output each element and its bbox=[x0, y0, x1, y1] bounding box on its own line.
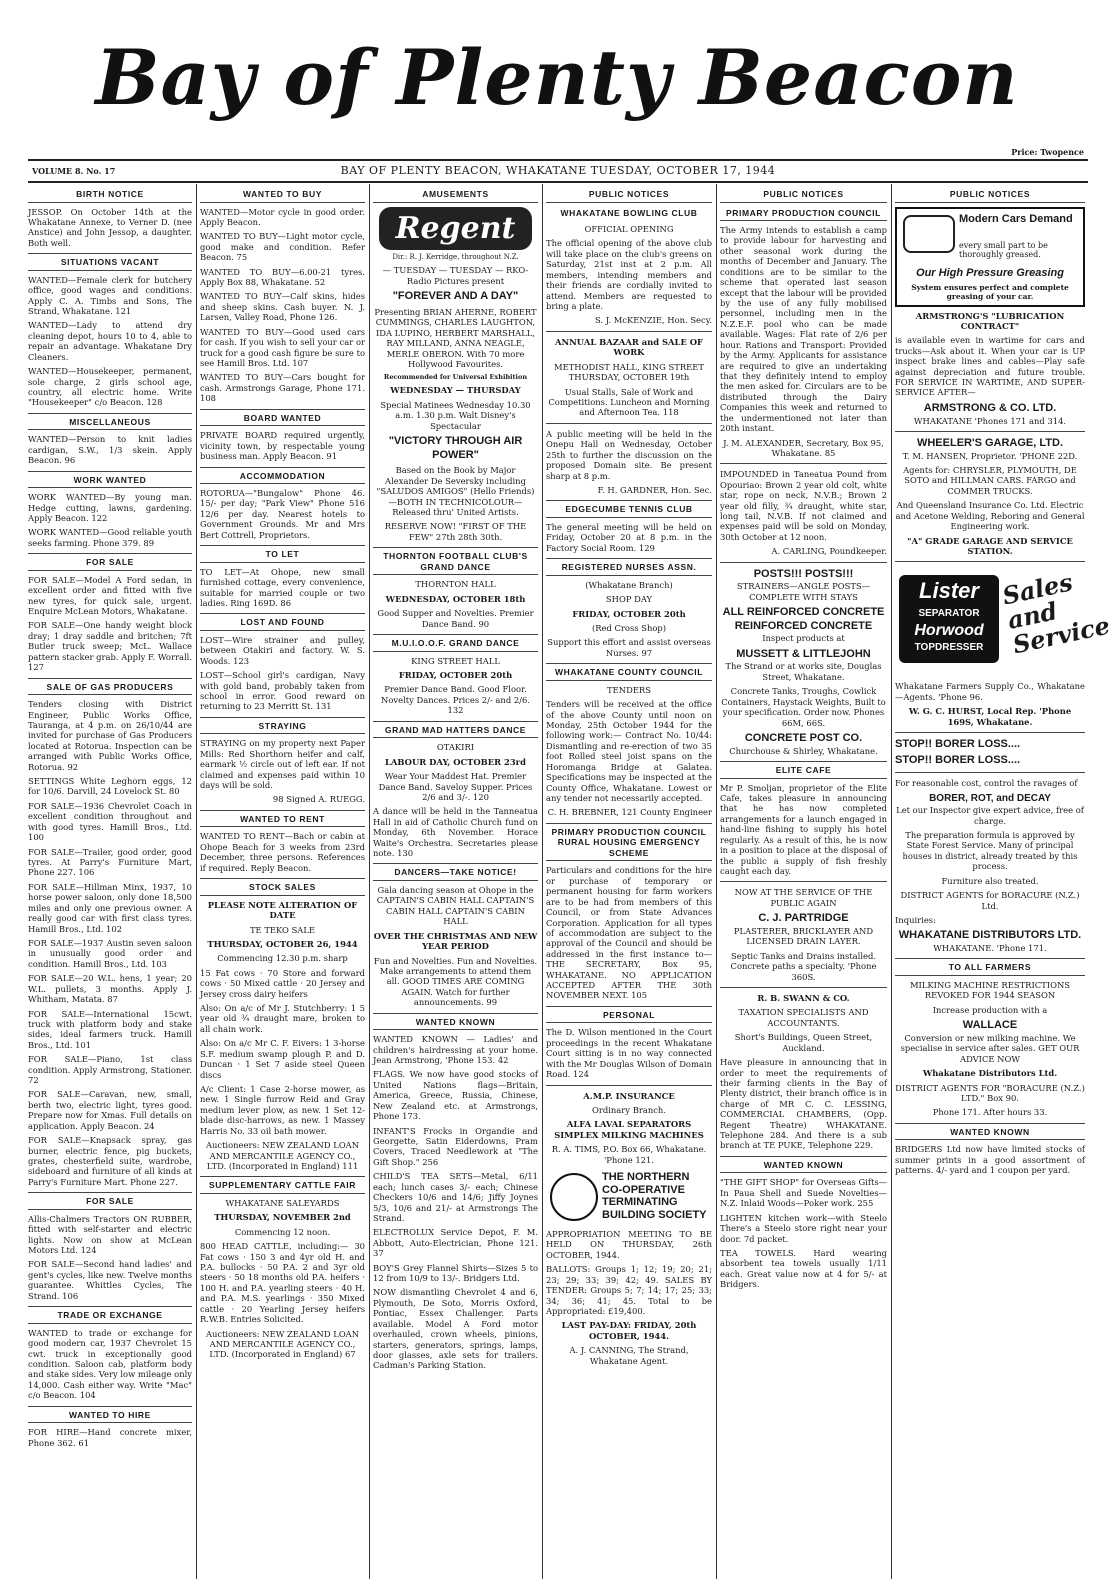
notice-body: Tenders will be received at the office of the above County until noon on Monday, 25th October 1944 for the following work:— Contract No. 10/44: Dismantling and re-erection of two 35 foot Rolled steel joist spans on the Horomanga Bridge at Galatea. Specifications may be inspected at the County Office, Whakatane. Lowest or any tender not necessarily accepted. bbox=[546, 699, 712, 803]
regent-logo: Regent bbox=[379, 207, 532, 250]
stock-sale-date: THURSDAY, OCTOBER 26, 1944 bbox=[207, 938, 358, 949]
armstrong-company: ARMSTRONG & CO. LTD. bbox=[923, 401, 1057, 414]
lister-ad bbox=[895, 567, 1113, 677]
classified-ad: FOR SALE—International 15cwt. truck with platform body and stake sides, ideal farmers truck. Hamill Bros., Ltd. 101 bbox=[28, 1008, 192, 1050]
notice-body: Agents for: CHRYSLER, PLYMOUTH, DE SOTO and HILLMAN CARS. FARGO and COMMER TRUCKS. bbox=[903, 465, 1077, 496]
classified-ad: WANTED to trade or exchange for good modern car, 1937 Chevrolet 15 cwt. truck in exceptionally good condition. Saloon cab, platform body and stake sides. Very low mileage only 14,000. Cash either way. Write "Mac" c/o Beacon. 104 bbox=[28, 1327, 192, 1401]
primary-production-heading: PRIMARY PRODUCTION COUNCIL bbox=[720, 208, 887, 222]
column-2 bbox=[200, 184, 365, 1579]
greasing-text: System ensures perfect and complete greasing of your car. bbox=[911, 282, 1069, 301]
contact: WHAKATANE. 'Phone 171. bbox=[933, 942, 1047, 953]
classified-ad: INFANT'S Frocks in Organdie and Georgette, Satin Eiderdowns, Pram Covers, Traced Needlework at "The Gift Shop." 256 bbox=[373, 1125, 538, 1167]
classified-ad: FOR SALE—Model A Ford sedan, in excellent order and fitted with five new tyres, for quick sale, urgent. Enquire McLean Motors, Whakatane. bbox=[28, 574, 192, 617]
posts-company: MUSSETT & LITTLEJOHN bbox=[736, 647, 871, 660]
dance-details: Premier Dance Band. Good Floor. Novelty Dances. Prices 2/- and 2/6. 132 bbox=[381, 684, 530, 716]
distributor-name: Whakatane Distributors Ltd. bbox=[922, 1068, 1058, 1079]
classified-ad: PRIVATE BOARD required urgently, vicinity town, by respectable young business man. Apply Beacon. 91 bbox=[200, 430, 365, 462]
trade-exchange-heading: TRADE OR EXCHANGE bbox=[28, 1306, 192, 1324]
divider bbox=[720, 881, 887, 882]
classified-ad: FOR SALE—20 W.L. hens, 1 year; 20 W.L. pullets, 3 months. Apply J. Whitham, Matata. 87 bbox=[28, 973, 192, 1005]
posts-text: Inspect products at bbox=[762, 633, 845, 644]
personal-heading: PERSONAL bbox=[546, 1006, 712, 1024]
wanted-known-heading: WANTED KNOWN bbox=[373, 1013, 538, 1031]
contact: WHAKATANE 'Phones 171 and 314. bbox=[913, 415, 1067, 426]
lost-found-heading: LOST AND FOUND bbox=[200, 613, 365, 631]
lister-brand: Lister bbox=[919, 578, 979, 604]
amusement-text: RESERVE NOW! "FIRST OF THE FEW" 27th 28th 30th. bbox=[384, 521, 527, 542]
classified-ad: FOR SALE—Knapsack spray, gas burner, electric fence, pig buckets, grates, chesterfield suite, wardrobe, sideboard and furniture of all kinds at Parry's Furniture Mart. Phone 227. bbox=[28, 1135, 192, 1187]
garage-grade: "A" GRADE GARAGE AND SERVICE STATION. bbox=[907, 535, 1073, 556]
notice-body: For reasonable cost, control the ravages of bbox=[895, 778, 1078, 789]
dancers-notice-heading: DANCERS—TAKE NOTICE! bbox=[373, 863, 538, 881]
posts-headline: POSTS!!! POSTS!!! bbox=[753, 567, 854, 580]
for-sale-heading: FOR SALE bbox=[28, 1192, 192, 1210]
dance-notice: A dance will be held in the Tanneatua Hall in aid of Catholic Church fund on Monday, 6th November. Horace Waite's Orchestra. Secretaries please note. 130 bbox=[373, 806, 538, 859]
classified-ad: WANTED—Motor cycle in good order. Apply Beacon. bbox=[200, 206, 365, 227]
thornton-dance-heading: THORNTON FOOTBALL CLUB'S GRAND DANCE bbox=[373, 547, 538, 575]
column-3 bbox=[373, 184, 538, 1579]
accommodation-heading: ACCOMMODATION bbox=[200, 467, 365, 485]
rural-housing-heading: PRIMARY PRODUCTION COUNCIL RURAL HOUSING EMERGENCY SCHEME bbox=[546, 823, 712, 862]
divider bbox=[720, 987, 887, 988]
lister-badge bbox=[899, 575, 999, 663]
notice-date: LAST PAY-DAY: FRIDAY, 20th OCTOBER, 1944. bbox=[561, 1320, 697, 1341]
dance-venue: OTAKIRI bbox=[436, 742, 475, 753]
notice-body: APPROPRIATION MEETING TO BE HELD ON THURSDAY, 26th OCTOBER, 1944. bbox=[546, 1229, 712, 1260]
notice-body: Septic Tanks and Drains installed. Concrete paths a specialty. 'Phone 360S. bbox=[730, 950, 877, 982]
stock-list: Also: On a/c Mr C. F. Eivers: 1 3-horse S.F. medium swamp plough P. and D. Duncan · 1 Set 7 aside steel Queen discs bbox=[200, 1038, 365, 1080]
public-notices-heading: PUBLIC NOTICES bbox=[895, 189, 1085, 203]
notice-subtitle: TAXATION SPECIALISTS AND ACCOUNTANTS. bbox=[738, 1007, 869, 1028]
divider bbox=[546, 423, 712, 424]
classified-ad: WANTED—Housekeeper, permanent, sole charge, 2 girls school age, country, all electric home. Write "Housekeeper" c/o Beacon. 128 bbox=[28, 366, 192, 408]
wanted-to-hire-heading: WANTED TO HIRE bbox=[28, 1406, 192, 1424]
divider bbox=[895, 772, 1085, 773]
volume-number: VOLUME 8. No. 17 bbox=[32, 166, 116, 176]
wanted-to-buy-heading: WANTED TO BUY bbox=[200, 189, 365, 203]
divider bbox=[895, 431, 1085, 432]
masthead-title: Bay of Plenty Beacon bbox=[95, 33, 1019, 122]
stock-list: Also: On a/c of Mr J. Stutchberry: 1 5 year old ¾ draught mare, broken to all chain work. bbox=[200, 1003, 365, 1034]
greasing-ad bbox=[895, 207, 1085, 307]
amusement-text: Presenting BRIAN AHERNE, ROBERT CUMMINGS, CHARLES LAUGHTON, IDA LUPINO, HERBERT MARSHALL, RAY MILLAND, ANNA NEAGLE, MERLE OBERON. With 70 more Hollywood Favourites. bbox=[374, 306, 537, 369]
posts-text: The Strand or at works site, Douglas Street, Whakatane. bbox=[725, 661, 882, 682]
notice-body: A public meeting will be held in the Onepu Hall on Wednesday, October 25th to further the discussion on the proposed Domain site. Be present sharp at 8 p.m. bbox=[546, 428, 712, 481]
notice-subtitle: SHOP DAY bbox=[605, 594, 653, 605]
classified-ad: FOR SALE—1936 Chevrolet Coach in excellent condition throughout and with good tyres. Hamill Bros., Ltd. 100 bbox=[28, 800, 192, 843]
divider bbox=[720, 562, 887, 563]
elite-cafe-heading: ELITE CAFE bbox=[720, 761, 887, 779]
film-title: "VICTORY THROUGH AIR POWER" bbox=[388, 435, 523, 461]
to-let-heading: TO LET bbox=[200, 545, 365, 563]
price-label: Price: Twopence bbox=[1011, 147, 1084, 157]
notice-subtitle: PLASTERER, BRICKLAYER AND LICENSED DRAIN LAYER. bbox=[733, 925, 874, 947]
signature: S. J. McKENZIE, Hon. Secy. bbox=[594, 315, 712, 326]
dance-venue: KING STREET HALL bbox=[411, 655, 500, 666]
notice-body: The official opening of the above club will take place on the club's greens on Saturday, 21st inst at 2 p.m. All members, intending members and their friends are cordially invited to attend. Members are requested to bring a plate. bbox=[546, 238, 712, 312]
stock-sale-time: Commencing 12.30 p.m. sharp bbox=[217, 953, 348, 964]
greasing-headline: Modern Cars Demand bbox=[959, 212, 1073, 225]
classified-ad: FOR SALE—One handy weight block dray; 1 dray saddle and britchen; 7ft Butler truck sweep; McL. Wallace pattern stacker grab. Apply F. Worrall. 127 bbox=[28, 620, 192, 673]
notice-subtitle: MILKING MACHINE RESTRICTIONS REVOKED FOR 1944 SEASON bbox=[909, 979, 1071, 1001]
lubrication-title: ARMSTRONG'S "LUBRICATION CONTRACT" bbox=[915, 310, 1065, 331]
greasing-headline: Our High Pressure Greasing bbox=[916, 266, 1064, 279]
column-rule bbox=[542, 184, 543, 1579]
lister-product: SEPARATOR bbox=[918, 607, 980, 619]
classified-ad: FOR SALE—Second hand ladies' and gent's cycles, like new. Twelve months guarantee. Whittles Cycles, The Strand. 106 bbox=[28, 1259, 192, 1301]
classified-ad: WANTED TO RENT—Bach or cabin at Ohope Beach for 3 weeks from 23rd December, three persons. References if required. Reply Beacon. bbox=[200, 831, 365, 873]
notice-subtitle: OFFICIAL OPENING bbox=[584, 224, 674, 235]
amusement-text: Special Matinees Wednesday 10.30 a.m. 1.30 p.m. Walt Disney's Spectacular bbox=[380, 399, 531, 431]
director-line: Dir.: R. J. Kerridge, throughout N.Z. bbox=[392, 252, 519, 261]
divider bbox=[895, 561, 1085, 562]
county-council-heading: WHAKATANE COUNTY COUNCIL bbox=[546, 663, 712, 681]
classified-ad: BRIDGERS Ltd now have limited stocks of summer prints in a good assortment of patterns. 4/- yard and 1 coupon per yard. bbox=[895, 1144, 1085, 1176]
signature: 98 Signed A. RUEGG. bbox=[272, 794, 365, 805]
wanted-known-heading: WANTED KNOWN bbox=[720, 1156, 887, 1174]
stock-sales-heading: STOCK SALES bbox=[200, 878, 365, 896]
notice-body: Mr P. Smoljan, proprietor of the Elite Cafe, takes pleasure in announcing that he has now completed arrangements for a launch engaged in hand-line fishing to supply his hotel regularly. As a result of this, he is now in a position to place at the disposal of the public a supply of fish freshly caught each day. bbox=[720, 782, 887, 876]
district-agents: DISTRICT AGENTS for BORACURE (N.Z.) Ltd. bbox=[900, 890, 1080, 911]
dateline-bar bbox=[28, 147, 1088, 183]
column-4 bbox=[546, 184, 712, 1579]
greasing-text: every small part to be thoroughly greased. bbox=[959, 240, 1048, 260]
dance-details: Gala dancing season at Ohope in the CAPTAIN'S CABIN HALL CAPTAIN'S CABIN HALL CAPTAIN'S CABIN HALL bbox=[376, 885, 535, 927]
classified-ad: FOR SALE—1937 Austin seven saloon in unusually good order and condition. Hamill Bros., Ltd. 103 bbox=[28, 937, 192, 969]
divider bbox=[546, 331, 712, 332]
classified-ad: Tenders closing with District Engineer, Public Works Office, Tauranga, at 4 p.m. on 26/10/44 are invited for purchase of Gas Producers located at Rotorua. Inspection can be arranged with Public Works Office, Rotorua. 92 bbox=[28, 699, 192, 772]
situations-vacant-heading: SITUATIONS VACANT bbox=[28, 253, 192, 271]
signature: J. M. ALEXANDER, Secretary, Box 95, Whakatane. 85 bbox=[723, 437, 884, 458]
classified-ad: WANTED TO BUY—Light motor cycle, good make and condition. Refer Beacon. 75 bbox=[200, 231, 365, 263]
classified-ad: WANTED—Person to knit ladies cardigan, S.W., 1/3 skein. Apply Beacon. 96 bbox=[28, 434, 192, 466]
dance-period: OVER THE CHRISTMAS AND NEW YEAR PERIOD bbox=[373, 930, 538, 952]
wheelers-garage: WHEELER'S GARAGE, LTD. bbox=[916, 436, 1064, 449]
classified-ad: LIGHTEN kitchen work—with Steelo There's a Steelo store right near your door. 7d packet. bbox=[720, 1212, 887, 1244]
amp-branch: Ordinary Branch. bbox=[592, 1104, 666, 1115]
amusements-heading: AMUSEMENTS bbox=[373, 189, 538, 203]
sales-service-script: Sales and Service bbox=[999, 567, 1113, 661]
building-society-name: THE NORTHERN CO-OPERATIVE TERMINATING BUILDING SOCIETY bbox=[602, 1171, 707, 1221]
notice-body: Whakatane Farmers Supply Co., Whakatane—Agents. 'Phone 96. bbox=[895, 681, 1085, 702]
exhibition-note: Recommended for Universal Exhibition bbox=[383, 373, 528, 382]
building-society-ad bbox=[546, 1169, 712, 1225]
to-all-farmers-heading: TO ALL FARMERS bbox=[895, 958, 1085, 976]
bazaar-details: Usual Stalls, Sale of Work and Competitions. Luncheon and Morning and Afternoon Tea. 118 bbox=[548, 386, 710, 418]
column-rule bbox=[196, 184, 197, 1579]
northern-emblem-icon bbox=[550, 1173, 598, 1221]
stop-borer-line: STOP!! BORER LOSS.... bbox=[895, 738, 1021, 751]
classified-ad: BOY'S Grey Flannel Shirts—Sizes 5 to 12 from 10/9 to 13/-. Bridgers Ltd. bbox=[373, 1262, 538, 1284]
contact: T. M. HANSEN, Proprietor. 'PHONE 22D. bbox=[902, 450, 1078, 461]
birth-notice-heading: BIRTH NOTICE bbox=[28, 189, 192, 203]
signature: F. H. GARDNER, Hon. Sec. bbox=[597, 484, 712, 495]
horwood-brand: Horwood bbox=[914, 622, 984, 640]
notice-body: Particulars and conditions for the hire or purchase of temporary or permanent housing for farm workers are to be had from members of this Council, or from State Advances Corporation. Application for all types of accommodation are subject to the approval of the Council and should be addressed in the first instance to—THE SECRETARY, Box 95, WHAKATANE. NO APPLICATION ACCEPTED AFTER THE 30th NOVEMBER NEXT. 105 bbox=[546, 865, 712, 1001]
notice-body: IMPOUNDED in Taneatua Pound from Opouriao: Brown 2 year old colt, white star, rope on neck, N.V.B.; Brown 2 year old filly, ¾ draught, white star, long tail, N.V.B. If not claimed and expenses paid will be sold on Monday, 30th October at 12 noon. bbox=[720, 469, 887, 542]
bazaar-title: ANNUAL BAZAAR and SALE OF WORK bbox=[555, 336, 703, 358]
notice-subtitle: TENDERS bbox=[607, 684, 651, 695]
amp-title: A.M.P. INSURANCE bbox=[583, 1090, 675, 1101]
posts-headline: ALL REINFORCED CONCRETE REINFORCED CONCRETE bbox=[722, 606, 885, 632]
notice-subtitle: Short's Buildings, Queen Street, Auckland. bbox=[734, 1032, 873, 1053]
horwood-product: TOPDRESSER bbox=[914, 641, 984, 653]
notice-subtitle: (Red Cross Shop) bbox=[591, 622, 667, 633]
borer-list: BORER, ROT, and DECAY bbox=[929, 792, 1051, 804]
swann-name: R. B. SWANN & CO. bbox=[757, 992, 850, 1003]
classified-ad: FOR HIRE—Hand concrete mixer, Phone 362. 61 bbox=[28, 1427, 192, 1448]
auctioneers: Auctioneers: NEW ZEALAND LOAN AND MERCANTILE AGENCY CO., LTD. (Incorporated in England) 67 bbox=[205, 1328, 360, 1360]
amusement-text: Based on the Book by Major Alexander De Seversky including "SALUDOS AMIGOS" (Hello Friends) —BOTH IN TECHNICOLOUR— Released thru' United Artists. bbox=[376, 465, 535, 518]
classified-ad: WANTED TO BUY—6.00-21 tyres. Apply Box 88, Whakatane. 52 bbox=[200, 266, 365, 288]
notice-subtitle: (Whakatane Branch) bbox=[585, 579, 673, 590]
classified-ad: WANTED TO BUY—Calf skins, hides and sheep skins. Cash buyer. N. J. Larsen, Valley Road, Phone 126. bbox=[200, 291, 365, 323]
stock-list: 15 Fat cows · 70 Store and forward cows · 50 Mixed cattle · 20 Jersey and Jersey cross dairy heifers bbox=[200, 967, 365, 999]
divider bbox=[546, 1085, 712, 1086]
classified-ad: FOR SALE—Caravan, new, small, berth two, electric light, tyres good. Prepare now for Xmas. Full details on application. Apply Beacon. 24 bbox=[28, 1089, 192, 1131]
posts-text: Concrete Tanks, Troughs, Cowlick Containers, Haystack Weights, Built to your specification. Order now. Phones 66M, 66S. bbox=[721, 686, 886, 728]
cattle-fair-heading: SUPPLEMENTARY CATTLE FAIR bbox=[200, 1176, 365, 1194]
dance-date: FRIDAY, OCTOBER 20th bbox=[398, 670, 513, 681]
divider bbox=[895, 732, 1085, 733]
classified-ad: NOW dismantling Chevrolet 4 and 6, Plymouth, De Soto, Morris Oxford, Pontiac, Essex Challenger. Parts available. Model A Ford motor overhauled, crown wheels, pinions, starters, generators, springs, lamps, door glasses, axle sets for trailers. Cadman's Parking Station. bbox=[373, 1287, 538, 1371]
amusement-days: WEDNESDAY — THURSDAY bbox=[390, 385, 521, 396]
classified-ad: FLAGS. We now have good stocks of United Nations flags—Britain, America, Greece, Russia, Chinese, New Zealand etc. at Armstrongs, Phone 173. bbox=[373, 1069, 538, 1122]
amp-products: ALFA LAVAL SEPARATORS SIMPLEX MILKING MACHINES bbox=[554, 1119, 704, 1140]
notice-body: The Army intends to establish a camp to provide labour for harvesting and other seasonal work during the months of December and January. The conditions are to be similar to the scheme that operated last season except that the labour will be provided by the use of any fully mobilised personnel, including men in the N.Z.E.F. pool who can be made available. Wages: Flat rate of 2/6 per hour. Rations and Transport: Provided by the Army. Applicants for assistance are required to give an undertaking that they definitely intend to employ the men asked for. Circulars are to be distributed through the Dairy Companies this week and returned to the undermentioned not later than 20th instant. bbox=[720, 225, 887, 434]
classified-ad: TEA TOWELS. Hard wearing absorbent tea towels usually 1/11 each. Great value now at 4 for 5/- at Bridgers. bbox=[720, 1247, 887, 1290]
stop-borer-line: STOP!! BORER LOSS.... bbox=[895, 753, 1021, 766]
local-rep: W. G. C. HURST, Local Rep. 'Phone 169S, Whakatane. bbox=[908, 706, 1072, 727]
mad-hatters-heading: GRAND MAD HATTERS DANCE bbox=[373, 721, 538, 739]
muioof-dance-heading: M.U.I.O.O.F. GRAND DANCE bbox=[373, 634, 538, 652]
notice-body: Have pleasure in announcing that in order to meet the requirements of their farming clients in the Bay of Plenty district, their branch office is in charge of MR C. C. LESSING, COMMERCIAL CHAMBERS, (Opp. Regent Theatre) WHAKATANE. Telephone 284. And there is a sub branch at TE PUKE, Telephone 229. bbox=[720, 1057, 887, 1151]
fair-location: WHAKATANE SALEYARDS bbox=[225, 1197, 340, 1208]
partridge-name: C. J. PARTRIDGE bbox=[758, 912, 849, 925]
dance-venue: THORNTON HALL bbox=[415, 579, 496, 590]
classified-ad: ROTORUA—"Bungalow" Phone 46. 15/- per day; "Park View" Phone 516 12/6 per day. Nearest hotels to Government Grounds. Mr and Mrs Bert Cottrell, Proprietors. bbox=[200, 488, 365, 540]
gas-producers-heading: SALE OF GAS PRODUCERS bbox=[28, 678, 192, 696]
public-notices-heading: PUBLIC NOTICES bbox=[720, 189, 887, 203]
posts-text: Churchouse & Shirley, Whakatane. bbox=[729, 745, 878, 756]
column-rule bbox=[891, 184, 892, 1579]
wallace-brand: WALLACE bbox=[962, 1019, 1018, 1032]
dance-details: Wear Your Maddest Hat. Premier Dance Band. Saveloy Supper. Prices 2/6 and 3/-. 120 bbox=[378, 771, 533, 802]
dance-date: WEDNESDAY, OCTOBER 18th bbox=[385, 593, 526, 604]
contact: Phone 171. After hours 33. bbox=[932, 1107, 1048, 1118]
notice-body: DISTRICT AGENTS FOR "BORACURE (N.Z.) LTD." Box 90. bbox=[895, 1082, 1085, 1103]
notice-body: And Queensland Insurance Co. Ltd. Electric and Acetone Welding, Reboring and General Engineering work. bbox=[895, 500, 1085, 532]
notice-subtitle: NOW AT THE SERVICE OF THE PUBLIC AGAIN bbox=[734, 887, 873, 908]
stock-sale-name: TE TEKO SALE bbox=[249, 924, 316, 935]
notice-body: Increase production with a bbox=[932, 1004, 1048, 1015]
fair-list: 800 HEAD CATTLE, including:— 30 Fat cows · 150 3 and 4yr old H. and P.A. bullocks · 50 P.A. 2 and 3yr old steers · 50 18 months old P.A. heifers · 100 H. and P.A. yearling steers · 40 H. and P.A. M.S. yearlings · 350 Mixed cattle · 20 Yearling Jersey heifers R.W.B. Entries Solicited. bbox=[200, 1241, 365, 1325]
wanted-known-heading: WANTED KNOWN bbox=[895, 1123, 1085, 1141]
classified-ad: FOR SALE—Hillman Minx, 1937, 10 horse power saloon, only done 18,500 miles and only one previous owner. A really good car with first class tyres. Hamill Bros., Ltd. 102 bbox=[28, 881, 192, 934]
classified-ad: WANTED KNOWN — Ladies' and children's hairdressing at your home. Jean Armstrong, 'Phone 153. 42 bbox=[373, 1034, 538, 1066]
signature: A. CARLING, Poundkeeper. bbox=[771, 546, 887, 557]
classified-ad: WANTED TO BUY—Good used cars for cash. If you wish to sell your car or truck for a good cash figure be sure to see Hamill Bros. Ltd. 107 bbox=[200, 326, 365, 369]
classified-ad: "THE GIFT SHOP" for Overseas Gifts—In Paua Shell and Suede Novelties—N.Z. Inlaid Woods—Poker work. 255 bbox=[720, 1177, 887, 1209]
dateline-text: BAY OF PLENTY BEACON, WHAKATANE TUESDAY, OCTOBER 17, 1944 bbox=[340, 164, 776, 177]
miscellaneous-heading: MISCELLANEOUS bbox=[28, 413, 192, 431]
notice-body: The preparation formula is approved by State Forest Service. Many of principal houses in district, already treated by this process. bbox=[902, 829, 1078, 872]
stock-notice: PLEASE NOTE ALTERATION OF DATE bbox=[207, 899, 358, 921]
nurses-heading: REGISTERED NURSES ASSN. bbox=[546, 558, 712, 576]
classified-ad: ELECTROLUX Service Depot, F. M. Abbott, Auto-Electrician, Phone 121. 37 bbox=[373, 1227, 538, 1259]
amp-contact: R. A. TIMS, P.O. Box 66, Whakatane. 'Phone 121. bbox=[551, 1144, 707, 1165]
classified-ad: WANTED—Lady to attend dry cleaning depot, hours 10 to 4, able to repair an advantage. Whakatane Dry Cleaners. bbox=[28, 320, 192, 362]
signature: C. H. BREBNER, 121 County Engineer bbox=[547, 807, 712, 818]
notice-body: BALLOTS: Groups 1; 12; 19; 20; 21; 23; 29; 33; 39; 42; 49. SALES BY TENDER: Groups 5; 7; 14; 17; 25; 33; 34; 36; 41; 45. Total to be Appropriated: £19,400. bbox=[546, 1264, 712, 1316]
dance-details: Fun and Novelties. Fun and Novelties. Make arrangements to attend them all. GOOD TIMES ARE COMING AGAIN. Watch for further announcements. 99 bbox=[373, 955, 538, 1008]
classified-ad: WORK WANTED—By young man. Hedge cutting, lawns, gardening. Apply Beacon. 122 bbox=[28, 492, 192, 523]
straying-heading: STRAYING bbox=[200, 717, 365, 735]
column-5 bbox=[720, 184, 887, 1579]
signature: A. J. CANNING, The Strand, Whakatane Agent. bbox=[569, 1345, 689, 1366]
classified-ad: TO LET—At Ohope, new small furnished cottage, every convenience, suitable for married couple or two ladies. Ring 169D. 86 bbox=[200, 566, 365, 608]
classified-ad: WORK WANTED—Good reliable youth seeks farming. Phone 379. 89 bbox=[28, 527, 192, 548]
stock-list: A/c Client: 1 Case 2-horse mower, as new. 1 Single furrow Reid and Gray medium lever plow, as new. 1 Set 12-blade disc-harrows, as new. 1 Massey Harris No. 33 oil bath mower. bbox=[200, 1083, 365, 1136]
divider bbox=[720, 463, 887, 464]
bazaar-venue: METHODIST HALL, KING STREET THURSDAY, OCTOBER 19th bbox=[554, 361, 704, 383]
classified-ad: Allis-Chalmers Tractors ON RUBBER, fitted with self-starter and electric lights. Now on show at McLean Motors Ltd. 124 bbox=[28, 1213, 192, 1256]
classified-ad: WANTED—Female clerk for butchery office, good wages and conditions. Apply C. A. Timbs and Sons, The Strand, Whakatane. 121 bbox=[28, 274, 192, 317]
notice-body: Support this effort and assist overseas Nurses. 97 bbox=[547, 637, 711, 658]
classified-ad: STRAYING on my property next Paper Mills: Red Shorthorn heifer and calf, earmark ½ circle out of left ear. If not claimed and expenses paid within 10 days will be sold. bbox=[200, 738, 365, 791]
classified-ad: SETTINGS White Leghorn eggs, 12 for 10/6. Darvill, 24 Lovelock St. 80 bbox=[28, 776, 192, 797]
dance-date: LABOUR DAY, OCTOBER 23rd bbox=[385, 756, 526, 767]
fair-date: THURSDAY, NOVEMBER 2nd bbox=[214, 1212, 351, 1223]
column-1 bbox=[28, 184, 192, 1579]
film-title: "FOREVER AND A DAY" bbox=[392, 290, 519, 303]
notice-body: is available even in wartime for cars and trucks—Ask about it. When your car is UP inspect brake lines and cables—Play safe against depreciation and future trouble. FOR SERVICE IN WARTIME, AND SUPER-SERVICE AFTER— bbox=[895, 335, 1085, 398]
notice-date: FRIDAY, OCTOBER 20th bbox=[572, 608, 686, 619]
classified-ad: LOST—School girl's cardigan, Navy with gold band, probably taken from school in error. Good reward on returning to 23 Merritt St. 131 bbox=[200, 670, 365, 712]
classified-ad: WANTED TO BUY—Cars bought for cash. Armstrongs Garage, Phone 171. 108 bbox=[200, 372, 365, 404]
wanted-to-rent-heading: WANTED TO RENT bbox=[200, 810, 365, 828]
fair-time: Commencing 12 noon. bbox=[234, 1226, 331, 1237]
column-6 bbox=[895, 184, 1113, 1579]
car-icon bbox=[903, 215, 955, 253]
concrete-post-company: CONCRETE POST CO. bbox=[744, 732, 863, 745]
birth-notice: JESSOP. On October 14th at the Whakatane Annexe, to Verner D. (nee Anstice) and John Jessop, a daughter. Both well. bbox=[28, 206, 192, 248]
notice-body: The D. Wilson mentioned in the Court proceedings in the recent Whakatane Court sitting is in no way connected with the Mr Douglas Wilson of Domain Road. 124 bbox=[546, 1027, 712, 1080]
whakatane-distributors: WHAKATANE DISTRIBUTORS LTD. bbox=[898, 929, 1082, 942]
auctioneers: Auctioneers: NEW ZEALAND LOAN AND MERCANTILE AGENCY CO., LTD. (Incorporated in England) 111 bbox=[205, 1140, 360, 1171]
tennis-club-heading: EDGECUMBE TENNIS CLUB bbox=[546, 500, 712, 518]
work-wanted-heading: WORK WANTED bbox=[28, 471, 192, 489]
posts-text: STRAINERS—ANGLE POSTS— COMPLETE WITH STAYS bbox=[736, 581, 871, 602]
classified-ad: FOR SALE—Piano, 1st class condition. Apply Armstrong, Stationer. 72 bbox=[28, 1054, 192, 1086]
classified-ad: CHILD'S TEA SETS—Metal, 6/11 each; lunch cases 3/- each; Chinese Checkers 10/6 and 14/6; Jiffy Joynes 5/3, 10/6 and 21/- at Armstrongs The Strand. bbox=[373, 1171, 538, 1223]
column-rule bbox=[369, 184, 370, 1579]
notice-body: Let our Inspector give expert advice, free of charge. bbox=[896, 805, 1084, 826]
classified-ad: LOST—Wire strainer and pulley, between Otakiri and factory. W. S. Woods. 123 bbox=[200, 634, 365, 666]
notice-body: Furniture also treated. bbox=[941, 875, 1039, 886]
public-notices-heading: PUBLIC NOTICES bbox=[546, 189, 712, 203]
notice-body: The general meeting will be held on Friday, October 20 at 8 p.m. in the Factory Social Room. 129 bbox=[546, 521, 712, 553]
column-rule bbox=[716, 184, 717, 1579]
board-wanted-heading: BOARD WANTED bbox=[200, 409, 365, 427]
for-sale-heading: FOR SALE bbox=[28, 553, 192, 571]
inquiries-label: Inquiries: bbox=[895, 914, 936, 925]
dance-details: Good Supper and Novelties. Premier Dance Band. 90 bbox=[377, 608, 534, 629]
bowling-club-heading: WHAKATANE BOWLING CLUB bbox=[560, 207, 698, 218]
notice-body: Conversion or new milking machine. We specialise in service after sales. GET OUR ADVICE NOW bbox=[900, 1032, 1080, 1064]
classified-ad: FOR SALE—Trailer, good order, good tyres. At Parry's Furniture Mart, Phone 227. 106 bbox=[28, 846, 192, 878]
amusement-text: — TUESDAY — TUESDAY — RKO-Radio Pictures present bbox=[382, 265, 529, 286]
